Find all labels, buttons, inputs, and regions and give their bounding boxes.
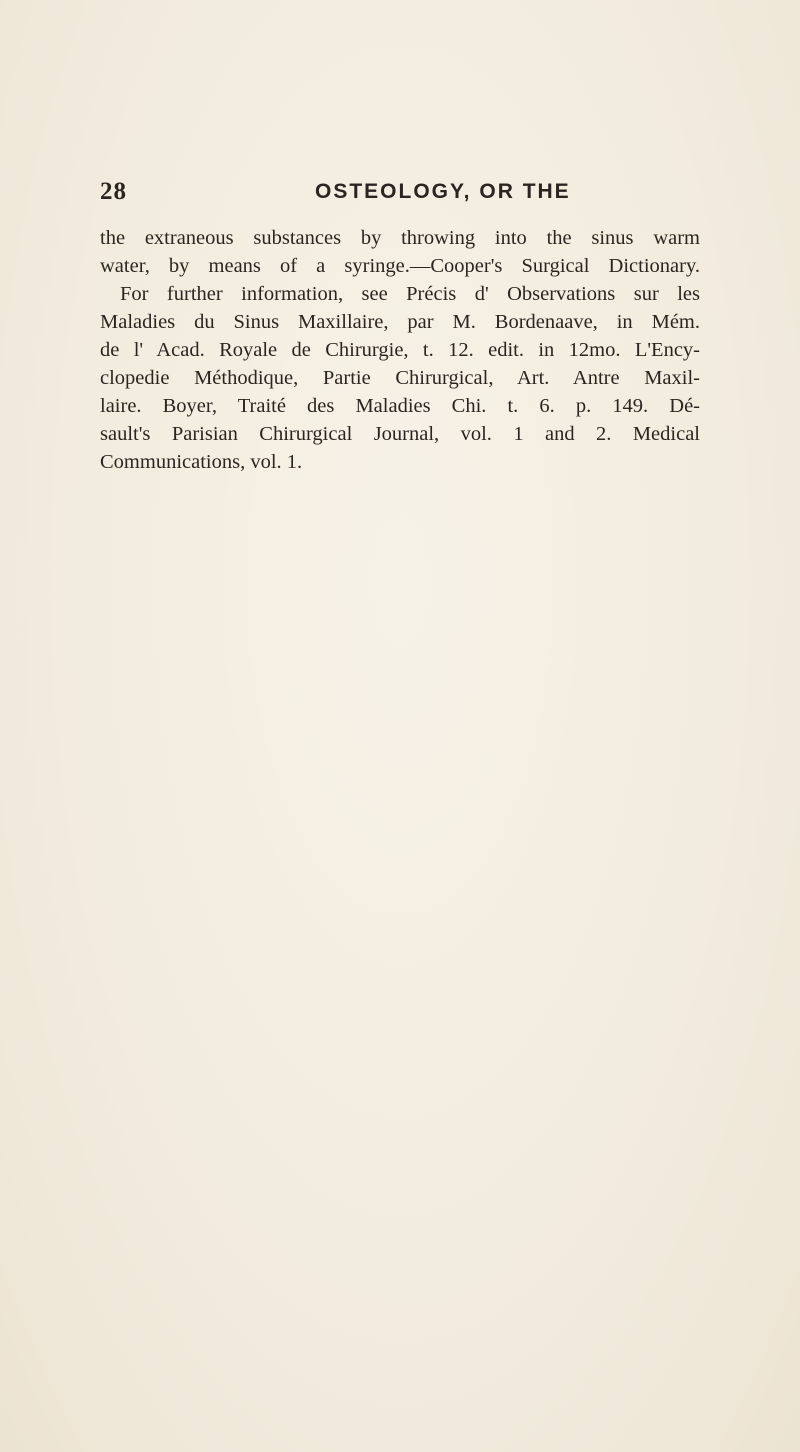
text-line: Communications, vol. 1. [100, 451, 303, 473]
text-line: Maladies du Sinus Maxillaire, par M. Bordenaave, in Mém. [100, 311, 700, 333]
running-head: OSTEOLOGY, OR THE [315, 180, 571, 203]
text-line: de l' Acad. Royale de Chirurgie, t. 12. edit. in 12mo. L'Ency- [100, 339, 700, 361]
text-line: laire. Boyer, Traité des Maladies Chi. t. 6. p. 149. Dé- [100, 395, 700, 417]
text-line: clopedie Méthodique, Partie Chirurgical, Art. Antre Maxil- [100, 367, 700, 389]
text-line: water, by means of a syringe.—Cooper's Surgical Dictionary. [100, 255, 700, 277]
text-line: For further information, see Précis d' Observations sur les [120, 283, 700, 305]
body-paragraph [100, 224, 700, 476]
page-number: 28 [100, 178, 127, 205]
page-header [100, 178, 700, 212]
text-line: the extraneous substances by throwing into the sinus warm [100, 227, 700, 249]
text-line: sault's Parisian Chirurgical Journal, vol. 1 and 2. Medical [100, 423, 700, 445]
